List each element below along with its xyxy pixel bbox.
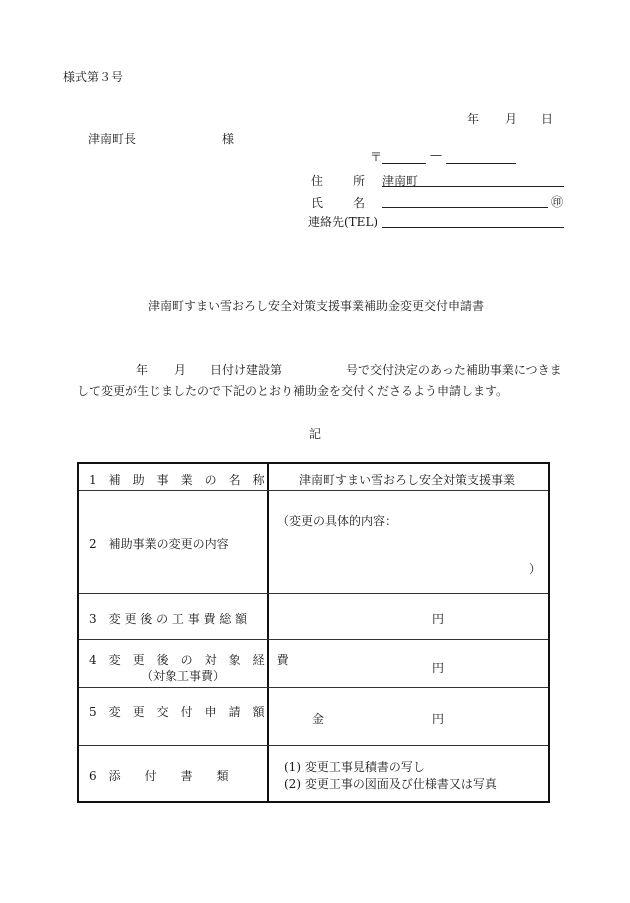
row5-value-prefix: 金 [312,712,325,726]
address-label: 住 所 [311,174,368,188]
address-field[interactable] [382,186,564,187]
row3-value: 円 [432,612,445,626]
row1-label: 1 補 助 事 業 の 名 称 [89,473,265,487]
row6-label: 6 添 付 書 類 [89,769,229,783]
contact-field[interactable] [382,227,564,228]
row5-label: 5 変 更 交 付 申 請 額 [89,705,265,719]
row4-label-2: （対象工事費） [141,669,226,683]
form-number: 様式第３号 [63,70,124,84]
postal-dash: — [430,148,442,162]
row-separator-5 [79,745,548,746]
row3-label: 3 変 更 後 の 工 事 費 総 額 [89,612,248,626]
postal-code-line-1[interactable] [382,163,426,164]
application-table [77,462,550,803]
body-line1-mid: 日付け建設第 [210,363,283,377]
row1-value: 津南町すまい雪おろし安全対策支援事業 [299,473,516,487]
body-month: 月 [174,363,187,377]
row2-value-open: （変更の具体的内容： [277,514,398,528]
body-year: 年 [136,363,149,377]
seal-mark: ㊞ [551,195,564,209]
addressee-name: 津南町長 [88,132,137,146]
contact-label: 連絡先(TEL) [308,215,379,229]
row5-value-unit: 円 [432,712,445,726]
row-separator-4 [79,687,548,688]
name-field[interactable] [382,207,548,208]
ki-heading: 記 [309,427,322,441]
row-separator-1 [79,490,548,491]
row2-label: 2 補助事業の変更の内容 [89,537,229,551]
row-separator-2 [79,593,548,594]
postal-code-line-2[interactable] [446,163,516,164]
date-day: 日 [541,112,554,126]
row2-value-close: ） [529,562,542,576]
date-year: 年 [467,112,480,126]
table-divider [267,464,269,801]
row6-item2: (2) 変更工事の図面及び仕様書又は写真 [284,777,497,791]
date-month: 月 [505,112,518,126]
row-separator-3 [79,639,548,640]
addressee-honorific: 様 [222,132,235,146]
address-value: 津南町 [382,174,419,188]
postal-mark: 〒 [370,150,383,164]
body-line1-end: 号で交付決定のあった補助事業につきま [346,363,562,377]
document-title: 津南町すまい雪おろし安全対策支援事業補助金変更交付申請書 [148,299,485,313]
row4-label-1: 4 変 更 後 の 対 象 経 費 [89,653,289,667]
name-label: 氏 名 [311,196,368,210]
body-line2: して変更が生じましたので下記のとおり補助金を交付くださるよう申請します。 [77,384,509,398]
row4-value: 円 [432,661,445,675]
row6-item1: (1) 変更工事見積書の写し [284,760,425,774]
